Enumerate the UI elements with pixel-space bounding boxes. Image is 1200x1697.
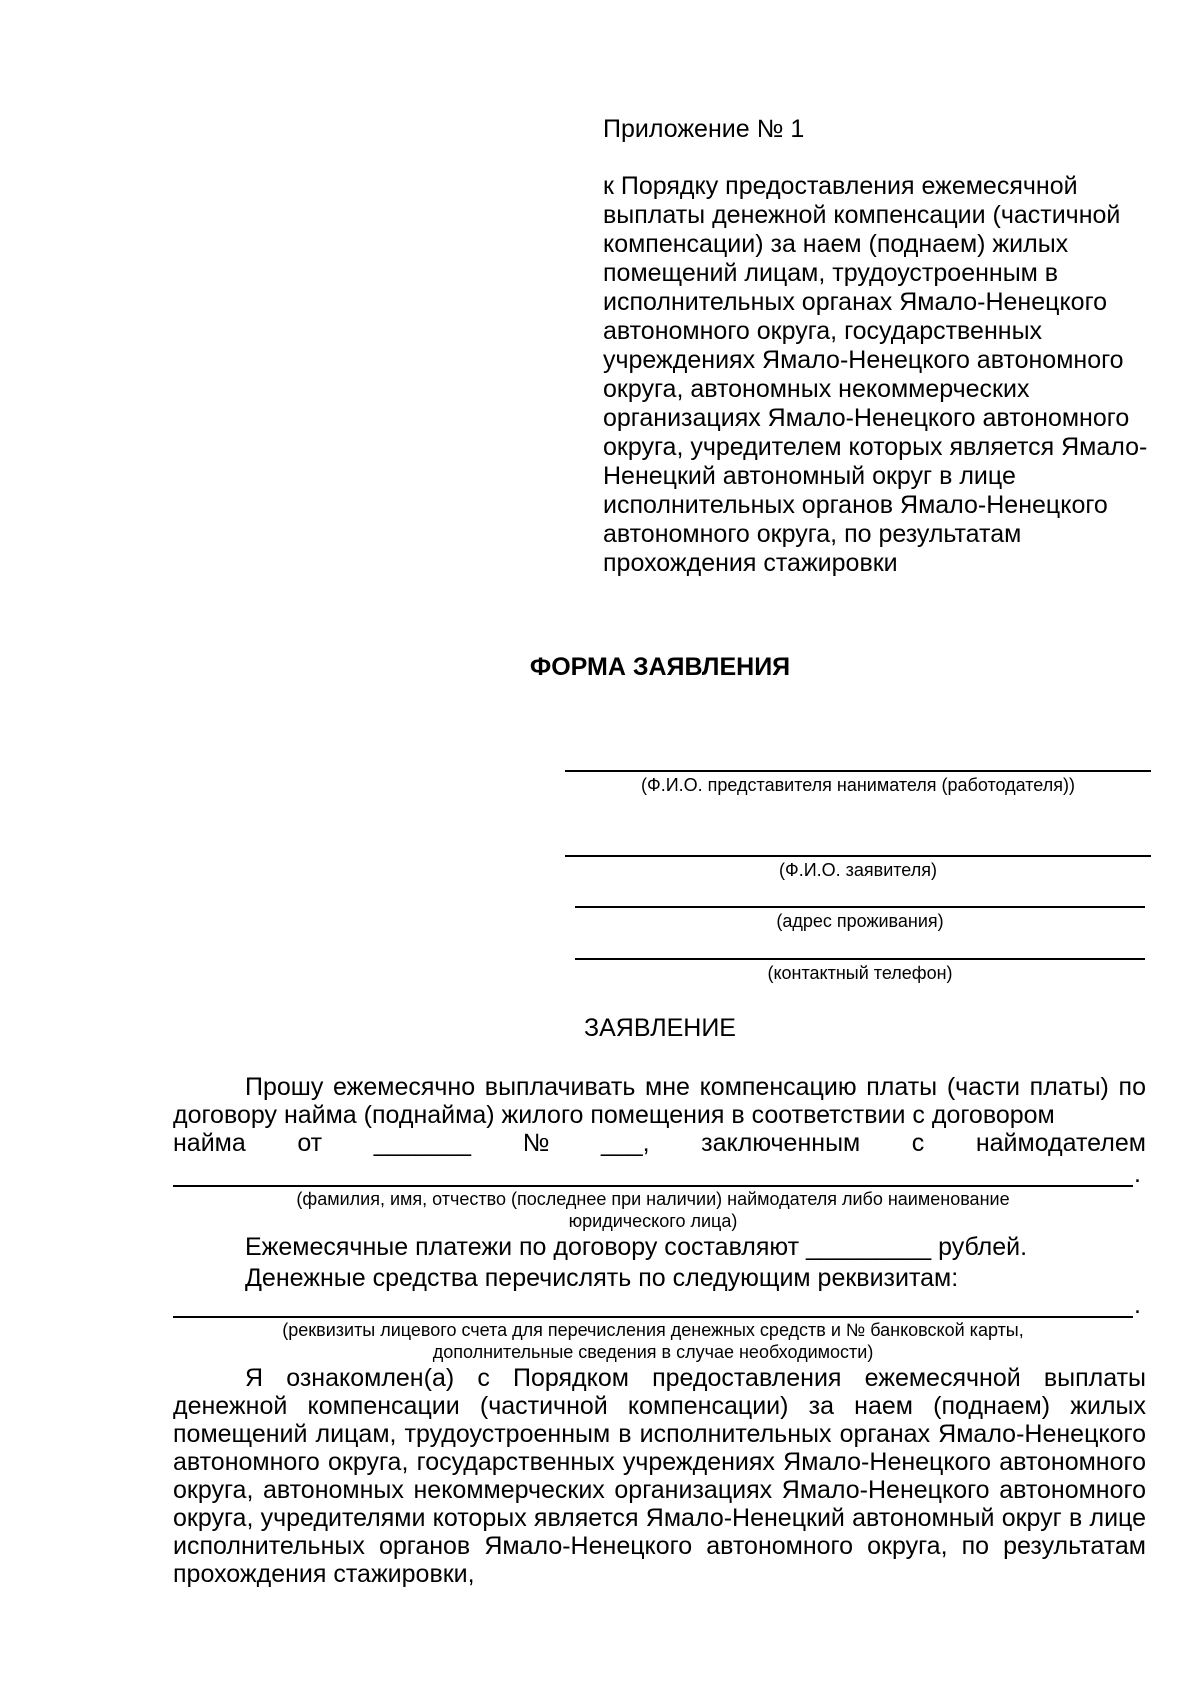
applicant-line[interactable] (565, 855, 1151, 857)
requisites-caption-line2: дополнительные сведения в случае необходимости) (432, 1342, 874, 1362)
requisites-line-period: . (1134, 1291, 1141, 1319)
employer-rep-caption: (Ф.И.О. представителя нанимателя (работодателя)) (641, 775, 1075, 795)
contract-details-row (173, 1129, 1146, 1157)
address-line[interactable] (575, 906, 1145, 908)
appendix-number: Приложение № 1 (603, 115, 805, 143)
requisites-line[interactable] (173, 1316, 1133, 1318)
landlord-line[interactable] (173, 1185, 1133, 1187)
employer-rep-line[interactable] (565, 770, 1151, 772)
acknowledgement-paragraph: Я ознакомлен(а) с Порядком предоставления ежемесячной выплаты денежной компенсации (частичной компенсации) за наем (поднаем) жилых помещений лицам, трудоустроенным в исполнительных органах Ямало-Ненецкого автономного округа, государственных учреждениях Ямало-Ненецкого автономного округа, автономных некоммерческих организациях Ямало-Ненецкого автономного округа, учредителями которых является Ямало-Ненецкий автономный округ в лице исполнительных органов Ямало-Ненецкого автономного округа, по результатам прохождения стажировки, (173, 1364, 1146, 1588)
contract-word: найма (173, 1129, 246, 1157)
request-paragraph: Прошу ежемесячно выплачивать мне компенсацию платы (части платы) по договору найма (поднайма) жилого помещения в соответствии с договором (173, 1073, 1146, 1129)
landlord-caption (173, 1188, 1133, 1232)
requisites-caption-line1: (реквизиты лицевого счета для перечисления денежных средств и № банковской карты, (282, 1320, 1024, 1340)
number-blank[interactable]: ___, (600, 1129, 650, 1157)
appendix-text: к Порядку предоставления ежемесячной выплаты денежной компенсации (частичной компенсации) за наем (поднаем) жилых помещений лицам, трудоустроенным в исполнительных органах Ямало-Ненецкого автономного округа, государственных учреждениях Ямало-Ненецкого автономного округа, автономных некоммерческих организациях Ямало-Ненецкого автономного округа, учредителем которых является Ямало-Ненецкий автономный округ в лице исполнительных органов Ямало-Ненецкого автономного округа, по результатам прохождения стажировки (603, 172, 1148, 577)
phone-caption: (контактный телефон) (767, 963, 953, 983)
landlord-caption-line1: (фамилия, имя, отчество (последнее при наличии) наймодателя либо наименование (296, 1189, 1010, 1209)
applicant-caption: (Ф.И.О. заявителя) (779, 860, 937, 880)
from-word: от (297, 1129, 323, 1157)
number-sign: № (522, 1129, 550, 1157)
concluded-word: заключенным (701, 1129, 861, 1157)
date-blank[interactable]: _______ (373, 1129, 472, 1157)
monthly-payments-line: Ежемесячные платежи по договору составляют _________ рублей. (245, 1233, 1028, 1261)
landlord-line-period: . (1134, 1160, 1141, 1188)
statement-title: ЗАЯВЛЕНИЕ (583, 1014, 736, 1042)
address-caption: (адрес проживания) (776, 911, 944, 931)
landlord-caption-line2: юридического лица) (568, 1211, 738, 1231)
phone-line[interactable] (575, 958, 1145, 960)
form-title: ФОРМА ЗАЯВЛЕНИЯ (529, 653, 791, 681)
requisites-caption (173, 1319, 1133, 1363)
with-word: с (911, 1129, 925, 1157)
landlord-word: наймодателем (975, 1129, 1146, 1157)
requisites-intro-line: Денежные средства перечислять по следующим реквизитам: (245, 1264, 959, 1292)
